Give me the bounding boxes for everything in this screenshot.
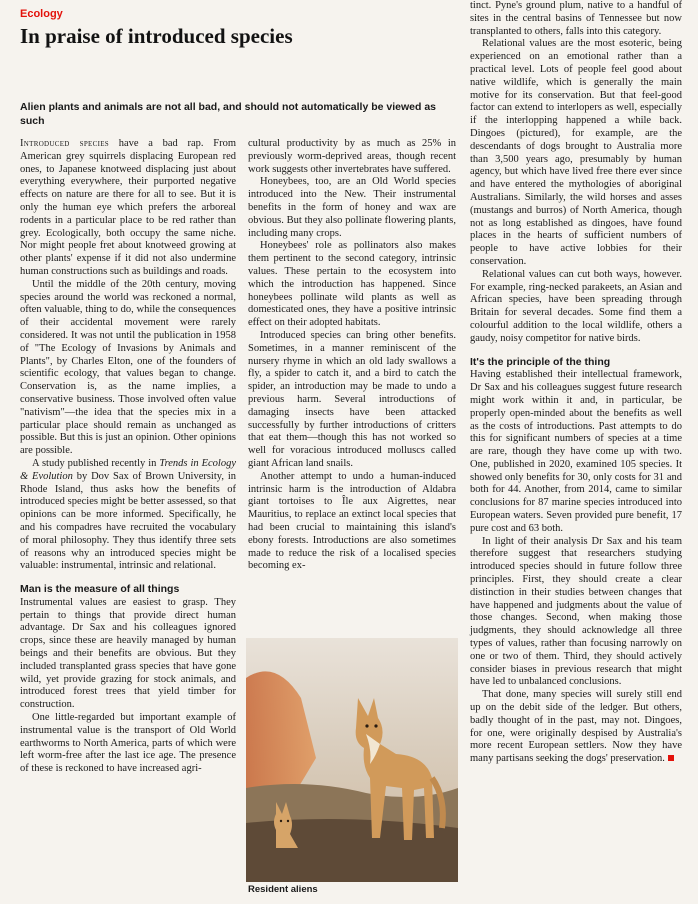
paragraph: Honeybees, too, are an Old World species introduced into the New. Their instrumental benefits in the form of honey and wax are obvious. But they also pollinate flowering plants, including many crops. bbox=[248, 176, 456, 239]
paragraph: cultural productivity by as much as 25% in previously worm-deprived areas, though recent work suggests other invertebrates have suffered. bbox=[248, 138, 456, 175]
journal-name: Trends in Ecology & Evolution bbox=[20, 457, 236, 482]
subheading: It's the principle of the thing bbox=[470, 355, 611, 368]
paragraph: Instrumental values are easiest to grasp. They pertain to things that provide direct human advantage. Dr Sax and his colleagues ignored crops, since these are heavily managed by human beings and their benefits are obvious. But they included transplanted grass species that have gone wild, yet provide grazing for stock animals, and introduced forest trees that yield timber for construction. bbox=[20, 596, 236, 711]
paragraph: Introduced species have a bad rap. From American grey squirrels displacing European red ones, to Japanese knotweed displacing just about everything everywhere, their purported negative effects on nature are there for all to see. But it is only the human eye which prefers the arboreal rodents in a particular place to be red rather than grey. Ecologically, both occupy the same niche. Nor might people fret about knotweed growing at other plants' expense if it did not also undermine human constructions such as buildings and roads. bbox=[20, 138, 236, 277]
headline: In praise of introduced species bbox=[20, 24, 293, 48]
column-2 bbox=[248, 138, 456, 573]
lead-caps: Introduced species bbox=[20, 138, 110, 149]
paragraph: That done, many species will surely still end up on the debit side of the ledger. But others, badly thought of in the past, may not. Dingoes, for one, were originally despised by Australia's more recent European settlers. Now they have many partisans seeking the dogs' preservation. bbox=[470, 689, 682, 765]
paragraph: A study published recently in Trends in Ecology & Evolution by Dov Sax of Brown University, in Rhode Island, thus asks how the benefits of introduced species might be better assessed, so that opinions can be more informed. Specifically, he and his compadres have recruited the vocabulary of moral philosophy. They thus identify three sets of reasons why an introduced species might be valuable: instrumental, intrinsic and relational. bbox=[20, 457, 236, 572]
paragraph: In light of their analysis Dr Sax and his team therefore suggest that researchers studying introduced species should in future follow three principles. First, they should create a clear distinction in their studies between changes that have happened and judgments about the value of those changes. Second, when making those judgments, they should acknowledge all three types of values, rather than focusing narrowly on one or two of them. Third, they should actively consider biases in previous research that might have led to unbalanced conclusions. bbox=[470, 535, 682, 688]
paragraph: Relational values are the most esoteric, being experienced on an emotional rather than a practical level. Lots of people feel good about native wildlife, which is generally the main motive for its conservation. But that feel-good factor can extend to interlopers as well, especially if the interlopping happened a while back. Dingoes (pictured), for example, are the descendants of dogs brought to Australia more than 3,500 years ago, presumably by human agency, but which have lived free there ever since and have entered the mythologies of aboriginal Australians. Similarly, the wild horses and asses (mustangs and burros) of North America, though not as long established as dingoes, have found places in the hearts of sufficient numbers of people to have active lobbies for their conservation. bbox=[470, 38, 682, 267]
paragraph: Relational values can cut both ways, however. For example, ring-necked parakeets, an Asian and African species, have been spreading through Britain for several decades. Some find them a colourful addition to the local wildlife, others a gaudy, noisy competitor for native birds. bbox=[470, 268, 682, 344]
paragraph: Another attempt to undo a human-induced intrinsic harm is the introduction of Aldabra giant tortoises to Île aux Aigrettes, near Mauritius, to replace an extinct local species that had been crucial to maintaining this island's ebony forests. Introductions are also sometimes made to reduce the risk of a localised species becoming ex- bbox=[248, 470, 456, 572]
section-label: Ecology bbox=[20, 8, 63, 20]
paragraph: Until the middle of the 20th century, moving species around the world was reckoned a normal, often valuable, thing to do, while the consequences of their accidental movement were rarely considered. It was not until the publication in 1958 of "The Ecology of Invasions by Animals and Plants", by Charles Elton, one of the founders of scientific ecology, that values began to change. Conservation is, as the name implies, a conservative business. Those involved often value "nativism"—the idea that the species mix in a particular place should remain as unchanged as possible. But this is just an opinion. Other opinions are possible. bbox=[20, 278, 236, 457]
paragraph: Honeybees' role as pollinators also makes them pertinent to the second category, intrinsic values. These pertain to the ecosystem into which the introduction has happened. Since honeybees pollinate wild plants as well as domesticated ones, they have a positive intrinsic effect on their adopted habitats. bbox=[248, 240, 456, 329]
paragraph: Introduced species can bring other benefits. Sometimes, in a manner reminiscent of the nursery rhyme in which an old lady swallows a fly, a spider to catch it, and a bird to catch the spider, an introduction may be made to undo a previous harm. Several introductions of damaging insects have been attacked successfully by further introductions of critters that eat them—though this has not worked so well for voracious introduced molluscs called giant African land snails. bbox=[248, 329, 456, 469]
subheading: Man is the measure of all things bbox=[20, 583, 180, 596]
column-1 bbox=[20, 138, 236, 776]
paragraph: One little-regarded but important example of instrumental value is the transport of Old World earthworms to North America, parts of which were left worm-free after the last ice age. The presence of these is reckoned to have increased agri- bbox=[20, 712, 236, 775]
dingo-photo bbox=[246, 638, 458, 882]
column-3 bbox=[470, 0, 682, 766]
photo-caption: Resident aliens bbox=[248, 884, 318, 895]
paragraph: Having established their intellectual framework, Dr Sax and his colleagues suggest future research might work within it and, in particular, be properly open-minded about the benefits as well as the costs of introductions. Past attempts to do this for significant numbers of species at a time are rare, though they have come up with two. One, published in 2020, examined 105 species. It showed only benefits for 30, only costs for 31 and both for 44. Another, from 2014, came to similar conclusions for 87 marine species introduced into European waters. Seven provided pure benefit, 17 pure cost and 63 both. bbox=[470, 369, 682, 534]
standfirst: Alien plants and animals are not all bad, and should not automatically be viewed as such bbox=[20, 101, 437, 127]
end-mark bbox=[668, 755, 674, 761]
paragraph: tinct. Pyne's ground plum, native to a handful of sites in the central basins of Tennessee but now transplanted to others, falls into this category. bbox=[470, 0, 682, 37]
dingo-illustration bbox=[246, 638, 458, 882]
